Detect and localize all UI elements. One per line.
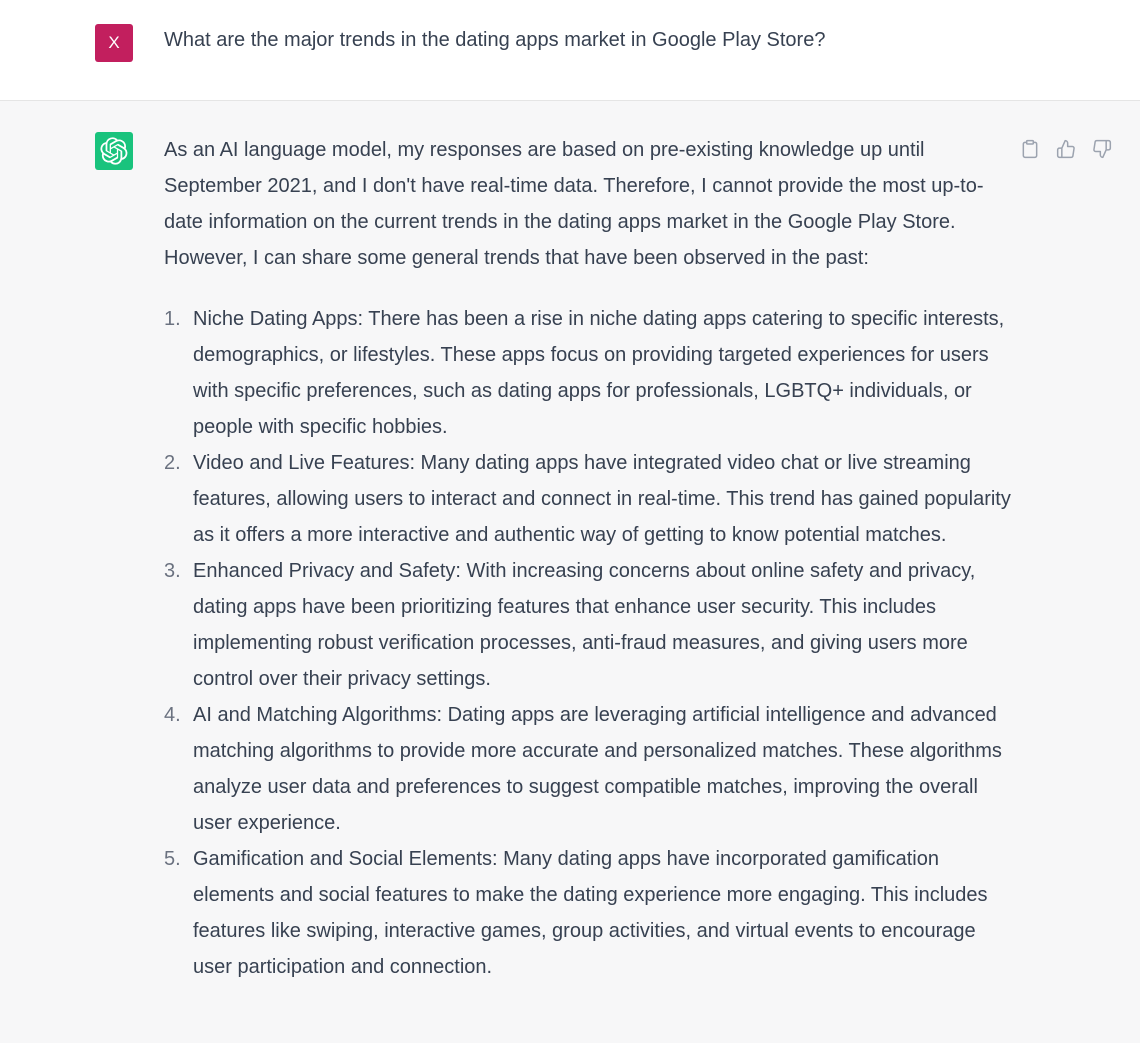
assistant-intro: As an AI language model, my responses are based on pre-existing knowledge up until September 2021, and I don't have real-time data. Therefore, I cannot provide the most up-to-date information on the current trends in the dating apps market in the Google Play Store. However, I can share some general trends that have been observed in the past:: [164, 139, 984, 269]
list-item: [164, 301, 1014, 445]
list-item: [164, 445, 1014, 553]
list-item-text: Niche Dating Apps: There has been a rise in niche dating apps catering to specific interests, demographics, or lifestyles. These apps focus on providing targeted experiences for users with specific preferences, such as dating apps for professionals, LGBTQ+ individuals, or people with specific hobbies.: [193, 308, 1005, 438]
list-item-number: 2.: [164, 452, 181, 474]
list-item: [164, 697, 1014, 841]
clipboard-icon: [1020, 139, 1040, 159]
copy-button[interactable]: [1018, 137, 1042, 161]
openai-logo-icon: [100, 137, 128, 165]
list-item-number: 5.: [164, 848, 181, 870]
list-item-text: AI and Matching Algorithms: Dating apps are leveraging artificial intelligence and advanced matching algorithms to provide more accurate and personalized matches. These algorithms analyze user data and preferences to suggest compatible matches, improving the overall user experience.: [193, 704, 1002, 834]
trend-list: [164, 301, 1014, 985]
message-actions: [1018, 137, 1114, 161]
thumbs-up-icon: [1056, 139, 1076, 159]
list-item-text: Gamification and Social Elements: Many dating apps have incorporated gamification elements and social features to make the dating experience more engaging. This includes features like swiping, interactive games, group activities, and virtual events to encourage user participation and connection.: [193, 848, 988, 978]
list-item-number: 1.: [164, 308, 181, 330]
assistant-message-content: [164, 132, 1014, 985]
user-message-row: [0, 0, 1140, 101]
thumbs-down-icon: [1092, 139, 1112, 159]
list-item-number: 4.: [164, 704, 181, 726]
list-item-text: Video and Live Features: Many dating apps have integrated video chat or live streaming features, allowing users to interact and connect in real-time. This trend has gained popularity as it offers a more interactive and authentic way of getting to know potential matches.: [193, 452, 1011, 546]
assistant-avatar: [95, 132, 133, 170]
list-item-text: Enhanced Privacy and Safety: With increasing concerns about online safety and privacy, dating apps have been prioritizing features that enhance user security. This includes implementing robust verification processes, anti-fraud measures, and giving users more control over their privacy settings.: [193, 560, 976, 690]
list-item: [164, 553, 1014, 697]
user-avatar: X: [95, 24, 133, 62]
thumbs-up-button[interactable]: [1054, 137, 1078, 161]
list-item-number: 3.: [164, 560, 181, 582]
thumbs-down-button[interactable]: [1090, 137, 1114, 161]
user-message-text: What are the major trends in the dating apps market in Google Play Store?: [164, 29, 826, 51]
assistant-message-row: [0, 101, 1140, 1043]
list-item: [164, 841, 1014, 985]
